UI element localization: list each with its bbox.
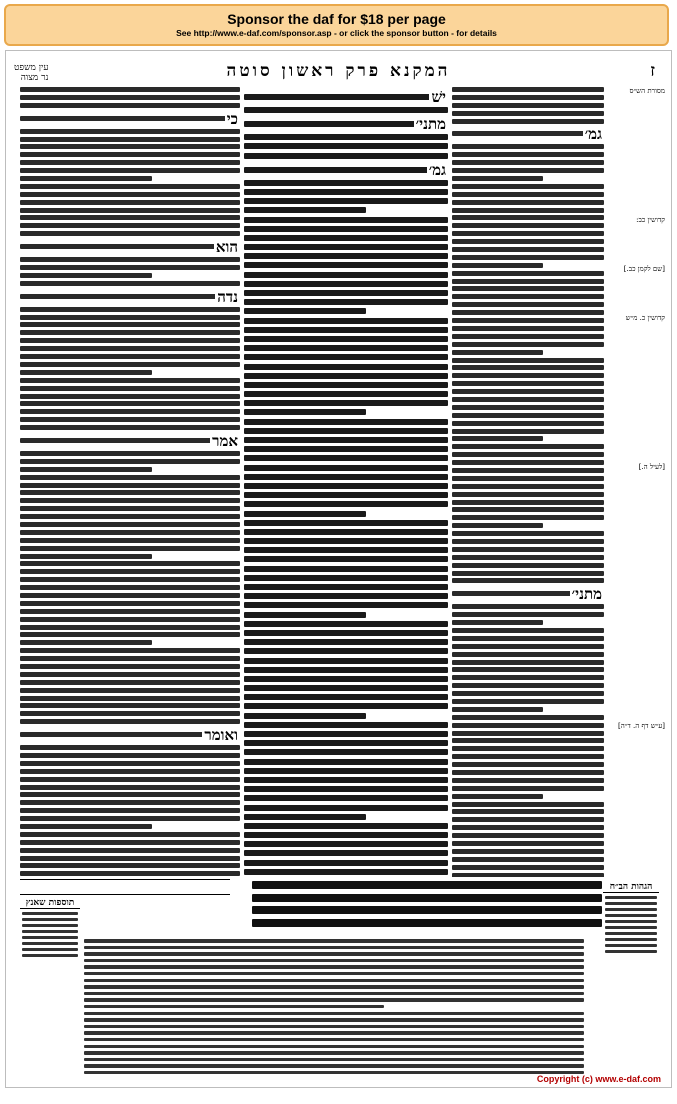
- tosafot-shantz-box: [20, 897, 80, 967]
- dibbur-hamatchil: אמר: [212, 431, 238, 450]
- tosafot-shantz-label: תוספות שאנץ: [20, 897, 80, 909]
- sponsor-banner[interactable]: [4, 4, 669, 46]
- dibbur-hamatchil: כי: [226, 109, 238, 128]
- mishna-bottom-text: [252, 881, 602, 931]
- dibbur-hamatchil: נדה: [217, 287, 238, 306]
- margin-note: קדושין כב:: [636, 216, 665, 224]
- dibbur-hamatchil: הוא: [215, 238, 238, 257]
- dibbur-hamatchil: ואומר: [204, 726, 238, 745]
- tosafot-column: [20, 87, 240, 877]
- dibbur-hamatchil: גמ׳: [428, 160, 446, 179]
- dibbur-hamatchil: מתני׳: [571, 585, 602, 604]
- running-title: המקנא פרק ראשון סוטה: [226, 61, 451, 81]
- sponsor-subtitle[interactable]: See http://www.e-daf.com/sponsor.asp - or click the sponsor button - for details: [176, 28, 497, 38]
- ornament-divider: [20, 879, 230, 895]
- sponsor-title[interactable]: Sponsor the daf for $18 per page: [227, 11, 446, 27]
- hagahot-habach-box: [603, 881, 659, 961]
- leaf-number: ז: [650, 61, 655, 81]
- mesorah-margin: [607, 87, 665, 877]
- margin-note: [ע״ש דף ה. ד״ה]: [617, 722, 665, 730]
- commentary-bottom-block: [84, 939, 584, 1077]
- copyright-text: Copyright (c) www.e-daf.com: [536, 1074, 661, 1084]
- margin-note: [לעיל ה.]: [638, 463, 665, 471]
- talmud-page: [5, 50, 672, 1088]
- margin-note: קדושין כ. מ״ש: [625, 314, 665, 322]
- dibbur-hamatchil: ישׁ: [431, 88, 446, 106]
- rashi-column: [452, 87, 604, 877]
- gemara-column: [244, 87, 448, 877]
- mesorah-label: מסורת הש״ס: [629, 87, 665, 95]
- dibbur-hamatchil: גמ׳: [584, 125, 602, 144]
- page-header: [6, 61, 671, 83]
- ein-mishpat-label: עין משפט נר מצוה: [14, 63, 49, 83]
- dibbur-hamatchil: מתני׳: [415, 115, 446, 134]
- hagahot-label: הגהות הב״ח: [603, 881, 659, 893]
- margin-note: [שם לקמן כב.]: [623, 265, 665, 273]
